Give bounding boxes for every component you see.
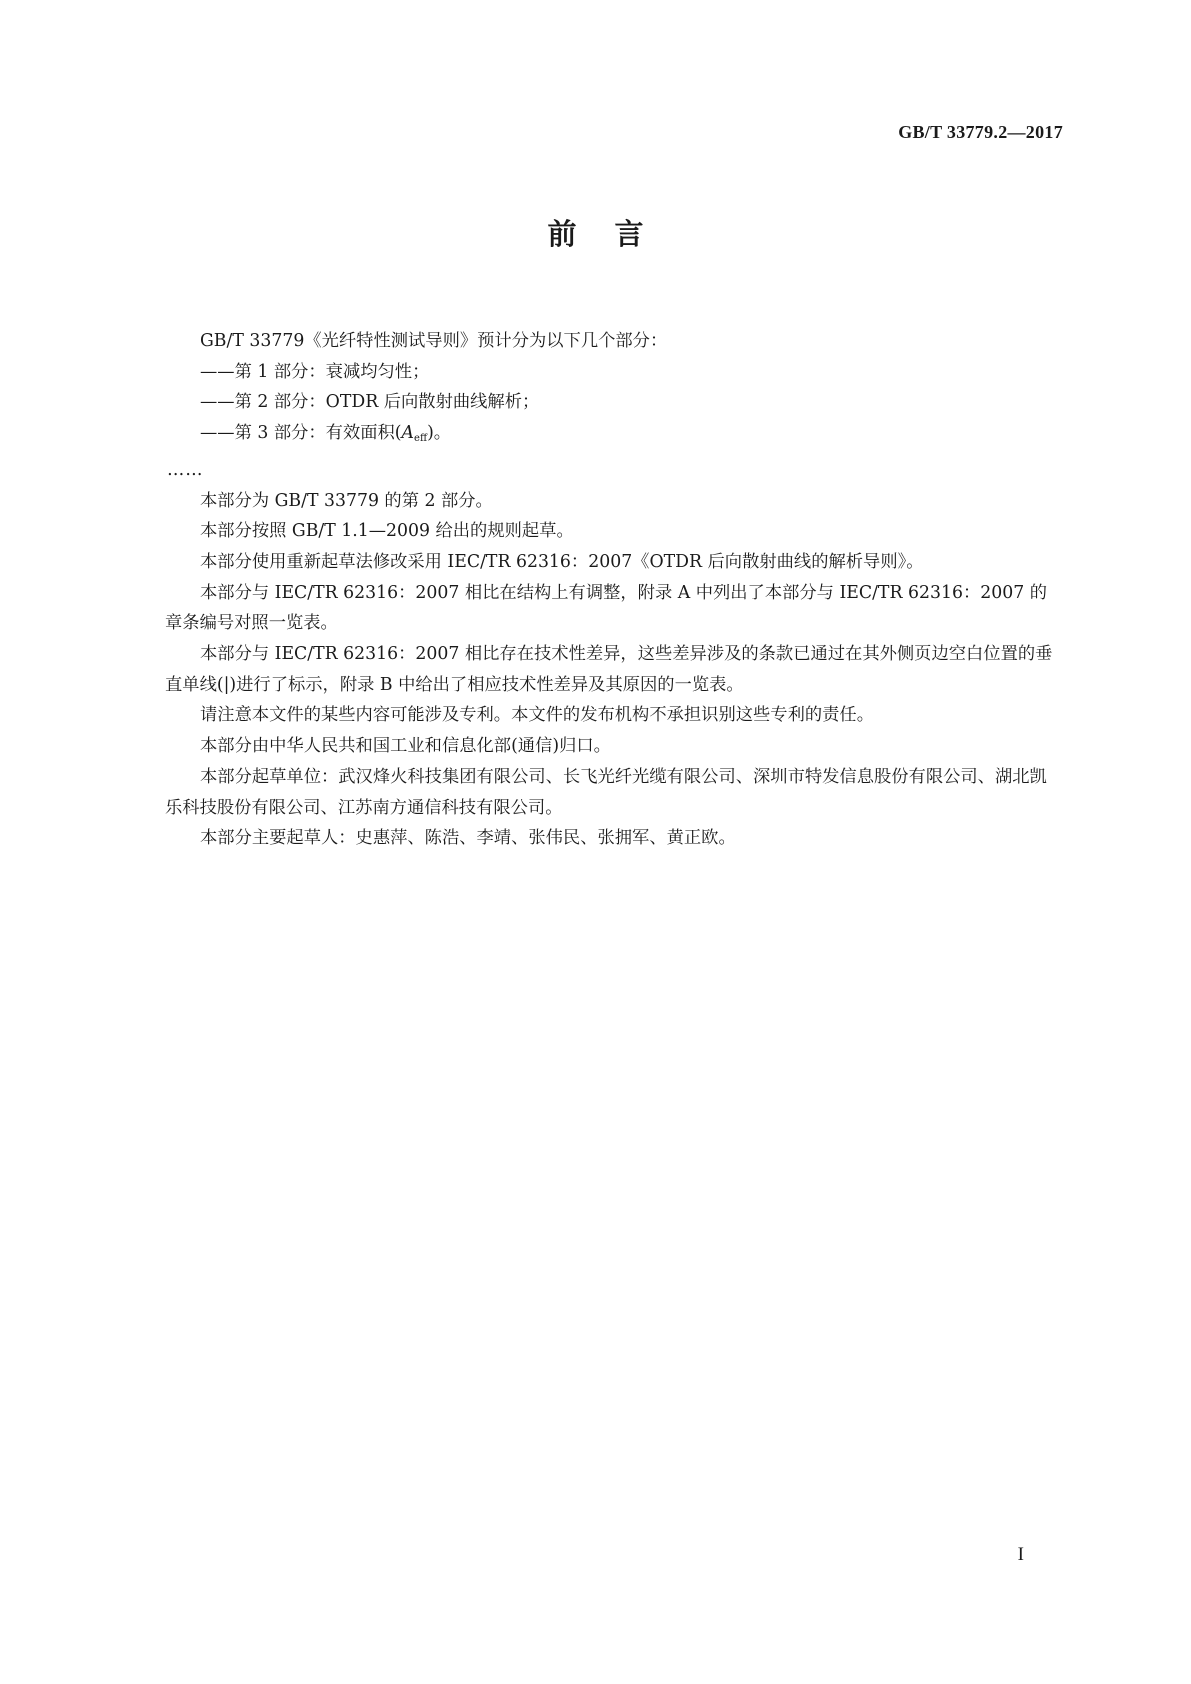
foreword-body [165, 326, 1053, 854]
effective-area-subscript: eff [414, 433, 428, 445]
document-code: GB/T 33779.2—2017 [898, 122, 1063, 142]
effective-area-symbol: A [401, 423, 415, 444]
page-title: 前言 [547, 217, 682, 251]
adoption-paragraph: 本部分使用重新起草法修改采用 IEC/TR 62316：2007《OTDR 后向散射曲线的解析导则》。 [200, 551, 924, 572]
intro-paragraph: GB/T 33779《光纤特性测试导则》预计分为以下几个部分： [200, 331, 668, 351]
structure-paragraph: 本部分与 IEC/TR 62316：2007 相比在结构上有调整，附录 A 中列出了本部分与 IEC/TR 62316：2007 的章条编号对照一览表。 [165, 582, 1047, 634]
drafting-units-paragraph: 本部分起草单位：武汉烽火科技集团有限公司、长飞光纤光缆有限公司、深圳市特发信息股份有限公司、湖北凯乐科技股份有限公司、江苏南方通信科技有限公司。 [165, 766, 1047, 818]
part-3-suffix: )。 [427, 423, 452, 444]
list-item-part-3 [165, 418, 1053, 455]
list-ellipsis: …… [167, 459, 204, 480]
patent-notice-paragraph: 请注意本文件的某些内容可能涉及专利。本文件的发布机构不承担识别这些专利的责任。 [200, 705, 874, 726]
drafters-paragraph: 本部分主要起草人：史惠萍、陈浩、李靖、张伟民、张拥军、黄正欧。 [200, 828, 736, 849]
list-item-part-2: ——第 2 部分：OTDR 后向散射曲线解析； [200, 392, 540, 413]
technical-differences-paragraph: 本部分与 IEC/TR 62316：2007 相比存在技术性差异，这些差异涉及的条款已通过在其外侧页边空白位置的垂直单线(|)进行了标示，附录 B 中给出了相应技术性差异及其原因的一览表。 [165, 644, 1053, 695]
ministry-paragraph: 本部分由中华人民共和国工业和信息化部(通信)归口。 [200, 736, 611, 757]
list-item-part-1: ——第 1 部分：衰减均匀性； [200, 361, 430, 382]
part-3-prefix: ——第 3 部分：有效面积( [200, 423, 402, 444]
page-number: I [1017, 1544, 1024, 1565]
part-of-paragraph: 本部分为 GB/T 33779 的第 2 部分。 [200, 490, 493, 511]
drafting-rules-paragraph: 本部分按照 GB/T 1.1—2009 给出的规则起草。 [200, 521, 574, 542]
